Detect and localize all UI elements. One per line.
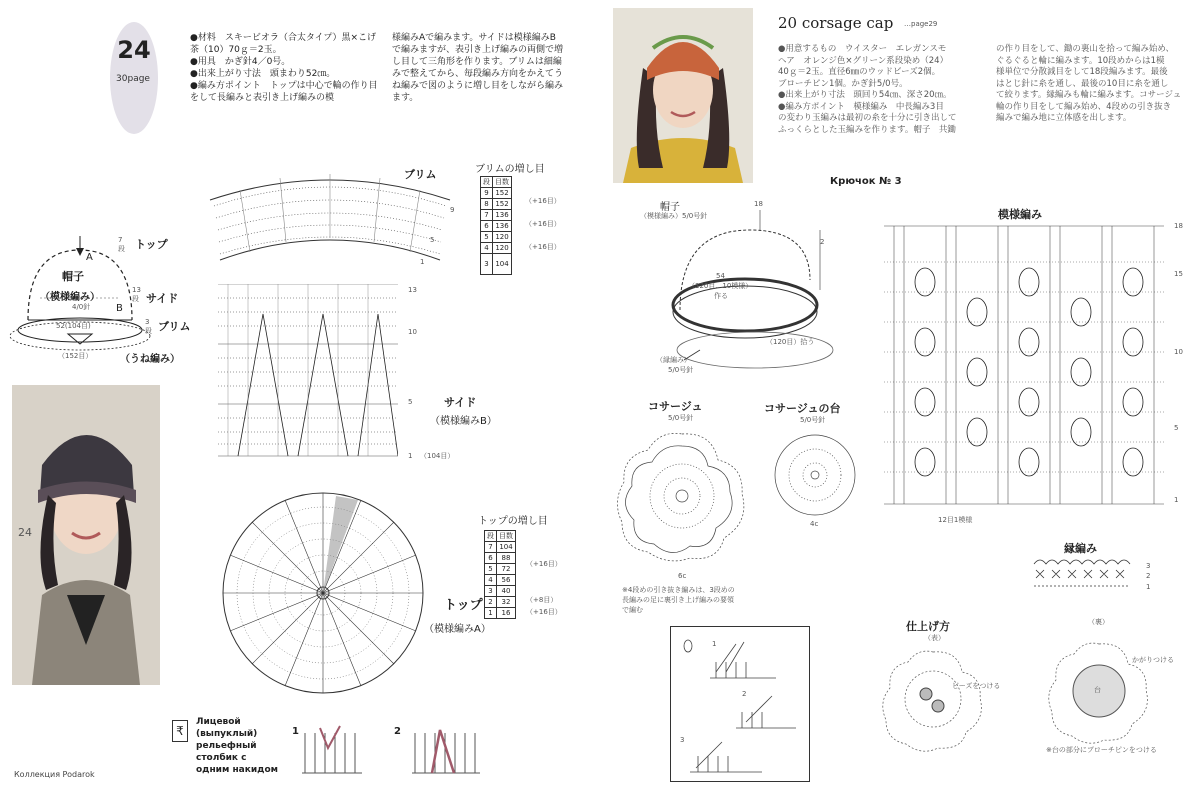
table-cell: 16 <box>497 608 516 619</box>
brim-row-9: 9 <box>450 206 455 214</box>
table-cell: 5 <box>481 232 493 243</box>
brim-increase-table-wrap <box>480 176 512 275</box>
bead-note: ビーズをつける <box>952 682 1001 690</box>
edge-title: 縁編み <box>1064 542 1097 555</box>
legend-line: рельефный <box>196 741 257 751</box>
table-cell: 40 <box>497 586 516 597</box>
label-b: B <box>116 303 123 314</box>
brim-note: （+16目） <box>525 197 561 205</box>
legend-step-1-illustration <box>300 718 370 778</box>
model-photo-24 <box>12 385 160 685</box>
top-note: （+8目） <box>526 596 558 604</box>
table-cell: 2 <box>485 597 497 608</box>
table-cell: 9 <box>481 188 493 199</box>
corsage-base-title: コサージュの台 <box>764 402 841 415</box>
col1-line: ●出来上がり寸法 頭回り54㎝、深さ20㎝。 <box>778 90 952 100</box>
rows-side: 13段 <box>132 286 141 303</box>
materials-line: ●材料 スキービオラ（合太タイプ）黒×こげ茶（10）70ｇ＝2玉。 <box>190 33 377 55</box>
table-cell: 136 <box>493 210 512 221</box>
legend-text <box>196 716 278 776</box>
model-illustration <box>12 385 160 685</box>
edge-row-3: 3 <box>1146 562 1151 570</box>
notes-line: ね編みで図のように増し目をしながら編み <box>392 81 564 91</box>
notes-line: 様編みAで編みます。サイドは模様編みB <box>392 33 556 43</box>
circ-label: 52(104目) <box>56 322 91 330</box>
side-label: サイド <box>146 292 179 305</box>
col2-line: 編みで編み地に立体感を出します。 <box>996 113 1132 123</box>
legend-line: (выпуклый) <box>196 729 258 739</box>
hat-pattern-label: （模様編み） <box>40 292 100 303</box>
table-cell: 6 <box>481 221 493 232</box>
materials-line: ●用具 かぎ針4／0号。 <box>190 57 291 67</box>
pattern-row-18: 18 <box>1174 222 1183 230</box>
materials-line: ●編み方ポイント トップは中心で輪の作り目をして長編みと表引き上げ編みの模 <box>190 81 378 103</box>
materials-line: ●出来上がり寸法 頭まわり52㎝。 <box>190 69 336 79</box>
hook-tie-note: かがりつける <box>1132 656 1174 664</box>
brim-label: ブリム <box>158 320 191 333</box>
brooch-note: ※台の部分にブローチピンをつける <box>1046 746 1157 754</box>
legend-line: столбик с <box>196 753 247 763</box>
side-row-10: 10 <box>408 328 417 336</box>
brim-increase-table-title: ブリムの増し目 <box>475 164 545 175</box>
cap-make: 作る <box>714 292 728 300</box>
table-cell: 1 <box>485 608 497 619</box>
corsage-base-chart <box>770 430 860 520</box>
footer-credit: Коллекция Podarok <box>14 770 95 779</box>
pattern-chart <box>884 222 1174 512</box>
photo-caption: 24 <box>18 526 32 539</box>
brim-row-1: 1 <box>420 258 425 266</box>
pattern-repeat: 12目1模様 <box>938 516 973 524</box>
pattern-row-1: 1 <box>1174 496 1179 504</box>
right-title: 20 corsage cap <box>778 14 894 32</box>
col2-line: 様単位で分散減目をして18段編みます。最後 <box>996 67 1168 77</box>
edge-row-2: 2 <box>1146 572 1151 580</box>
legend-step-2: 2 <box>394 726 401 737</box>
table-cell: 7 <box>481 210 493 221</box>
hat-label: 帽子 <box>62 270 84 283</box>
corsage-note-1: ※4段めの引き抜き編みは、3段めの <box>622 586 735 594</box>
table-cell: 32 <box>497 597 516 608</box>
corsage-hook: 5/0号針 <box>668 414 694 422</box>
table-cell: 152 <box>493 188 512 199</box>
right-col2 <box>996 44 1196 125</box>
top-chart-sub: （模様編みA） <box>424 624 491 635</box>
table-cell: 72 <box>497 564 516 575</box>
right-col1 <box>778 44 988 136</box>
cap-edge-hook: 5/0号針 <box>668 366 694 374</box>
col1-line: ●用意するもの ウイスター エレガンスモ <box>778 44 947 54</box>
top-label: トップ <box>135 238 168 251</box>
table-cell: 4 <box>485 575 497 586</box>
rows-brim: 3段 <box>145 318 152 335</box>
top-note: （+16目） <box>526 560 562 568</box>
corsage-base-hook: 5/0号針 <box>800 416 826 424</box>
pattern-number: 24 <box>117 36 151 64</box>
edge-row-1: 1 <box>1146 583 1151 591</box>
corsage-title: コサージュ <box>648 400 703 413</box>
side-row-1: 1 <box>408 452 413 460</box>
col2-line: 輪の作り目をして編み始め、4段めの引き抜き <box>996 101 1172 112</box>
label-a: A <box>86 252 93 263</box>
table-cell: 120 <box>493 243 512 254</box>
col2-line: ぐるぐると輪に編みます。10段めからは1模 <box>996 55 1165 66</box>
finish-back: （裏） <box>1088 618 1109 626</box>
cap-dim-18: 18 <box>754 200 763 208</box>
corsage-note-3: で編む <box>622 606 643 614</box>
pattern-chart-title: 模様編み <box>998 208 1042 221</box>
page-ref: 30page <box>116 74 150 84</box>
col2-line: はとじ針に糸を通し、最後の10目に糸を通し <box>996 78 1169 89</box>
top-increase-table-title: トップの増し目 <box>478 516 548 527</box>
table-cell: 3 <box>481 254 493 275</box>
col1-line: の変わり玉編みは最初の糸を十分に引き出して <box>778 113 957 123</box>
corsage-note-2: 長編みの足に裏引き上げ編みの要領 <box>622 596 734 604</box>
notes-line: し目して三角形を作ります。ブリムは細編 <box>392 57 562 67</box>
col1-line: ●編み方ポイント 模様編み 中長編み3目 <box>778 101 944 112</box>
cap-circ: 54 <box>716 272 725 280</box>
steps-illustration <box>676 632 804 776</box>
post-stitch-symbol-icon: ₹ <box>172 720 188 742</box>
notes-line: で編みますが、表引き上げ編みの両側で増 <box>392 45 564 55</box>
col1-line: 40ｇ＝2玉。直径6㎜のウッドビーズ2個。 <box>778 67 941 77</box>
step-1: 1 <box>712 640 717 648</box>
top-chart-title: トップ <box>444 598 483 613</box>
table-cell: 6 <box>485 553 497 564</box>
side-row-5: 5 <box>408 398 413 406</box>
base-dim: 4c <box>810 520 819 528</box>
side-chart <box>218 284 398 464</box>
side-chart-title: サイド <box>444 396 477 409</box>
table-header: 段 <box>485 531 497 542</box>
table-header: 段 <box>481 177 493 188</box>
table-cell: 88 <box>497 553 516 564</box>
table-cell: 136 <box>493 221 512 232</box>
corsage-dim: 6c <box>678 572 687 580</box>
table-cell: 5 <box>485 564 497 575</box>
table-cell: 56 <box>497 575 516 586</box>
notes-line: みで整えてから、毎段編み方向をかえてう <box>392 69 564 79</box>
table-cell: 120 <box>493 232 512 243</box>
col1-line: ふっくらとした玉編みを作ります。帽子 共鋤 <box>778 124 956 135</box>
cap-label: 帽子 <box>660 202 680 213</box>
pattern-row-5: 5 <box>1174 424 1179 432</box>
hook-note: Крючок № 3 <box>830 176 902 187</box>
table-cell: 104 <box>493 254 512 275</box>
cap-sub: （模様編み）5/0号針 <box>640 212 708 220</box>
cap-dim-2: 2 <box>820 238 825 246</box>
cap-edge: （縁編み） <box>656 356 691 364</box>
step-2: 2 <box>742 690 747 698</box>
col1-line: ブローチピン1個。かぎ針5/0号。 <box>778 78 908 89</box>
side-row-13: 13 <box>408 286 417 294</box>
cap-pick: （120目）拾う <box>766 338 815 346</box>
notes-block <box>392 32 582 104</box>
legend-line: Лицевой <box>196 717 241 727</box>
top-increase-table <box>484 530 516 619</box>
model-illustration-20 <box>613 8 753 183</box>
finish-title: 仕上げ方 <box>906 620 950 633</box>
brim-chart-title: ブリム <box>404 168 437 181</box>
table-cell: 8 <box>481 199 493 210</box>
table-header: 目数 <box>493 177 512 188</box>
table-cell: 4 <box>481 243 493 254</box>
legend-line: одним накидом <box>196 765 278 775</box>
brim-note: （+16目） <box>525 243 561 251</box>
table-cell: 7 <box>485 542 497 553</box>
right-page-ref: …page29 <box>904 20 938 28</box>
top-round-chart <box>218 488 428 698</box>
table-header: 目数 <box>497 531 516 542</box>
col1-line: ヘア オレンジ色×グリーン系段染め（24） <box>778 55 949 66</box>
ridge-label: （うね編み） <box>120 354 180 365</box>
brim-increase-table <box>480 176 512 275</box>
hat-hook-label: 4/0針 <box>72 303 91 311</box>
table-cell: 152 <box>493 199 512 210</box>
notes-line: ます。 <box>392 93 419 103</box>
table-cell: 104 <box>497 542 516 553</box>
edge-chart <box>1030 556 1140 592</box>
finish-front-illustration <box>878 644 988 754</box>
pattern-row-10: 10 <box>1174 348 1183 356</box>
table-cell: 3 <box>485 586 497 597</box>
top-increase-table-wrap <box>484 530 516 619</box>
brim-note: （+16目） <box>525 220 561 228</box>
rows-top: 7段 <box>118 236 125 253</box>
legend-step-1: 1 <box>292 726 299 737</box>
side-chart-sub: （模様編みB） <box>430 416 497 427</box>
brim-circ-label: （152目） <box>58 352 93 360</box>
pattern-row-15: 15 <box>1174 270 1183 278</box>
corsage-chart <box>612 426 752 566</box>
col2-line: て絞ります。縁編みも輪に編みます。コサージュ <box>996 90 1182 100</box>
side-stitch-note: （104目） <box>420 452 455 460</box>
finish-front: （表） <box>924 634 945 642</box>
col2-line: の作り目をして、鋤の裏山を拾って編み始め、 <box>996 44 1174 54</box>
brim-row-5: 5 <box>430 236 435 244</box>
materials-block <box>190 32 380 104</box>
legend-step-2-illustration <box>410 718 485 778</box>
step-3: 3 <box>680 736 685 744</box>
base-label: 台 <box>1094 686 1101 694</box>
top-note: （+16目） <box>526 608 562 616</box>
cap-circ-sub: （120目…10模様） <box>688 282 753 290</box>
model-photo-20 <box>613 8 753 183</box>
